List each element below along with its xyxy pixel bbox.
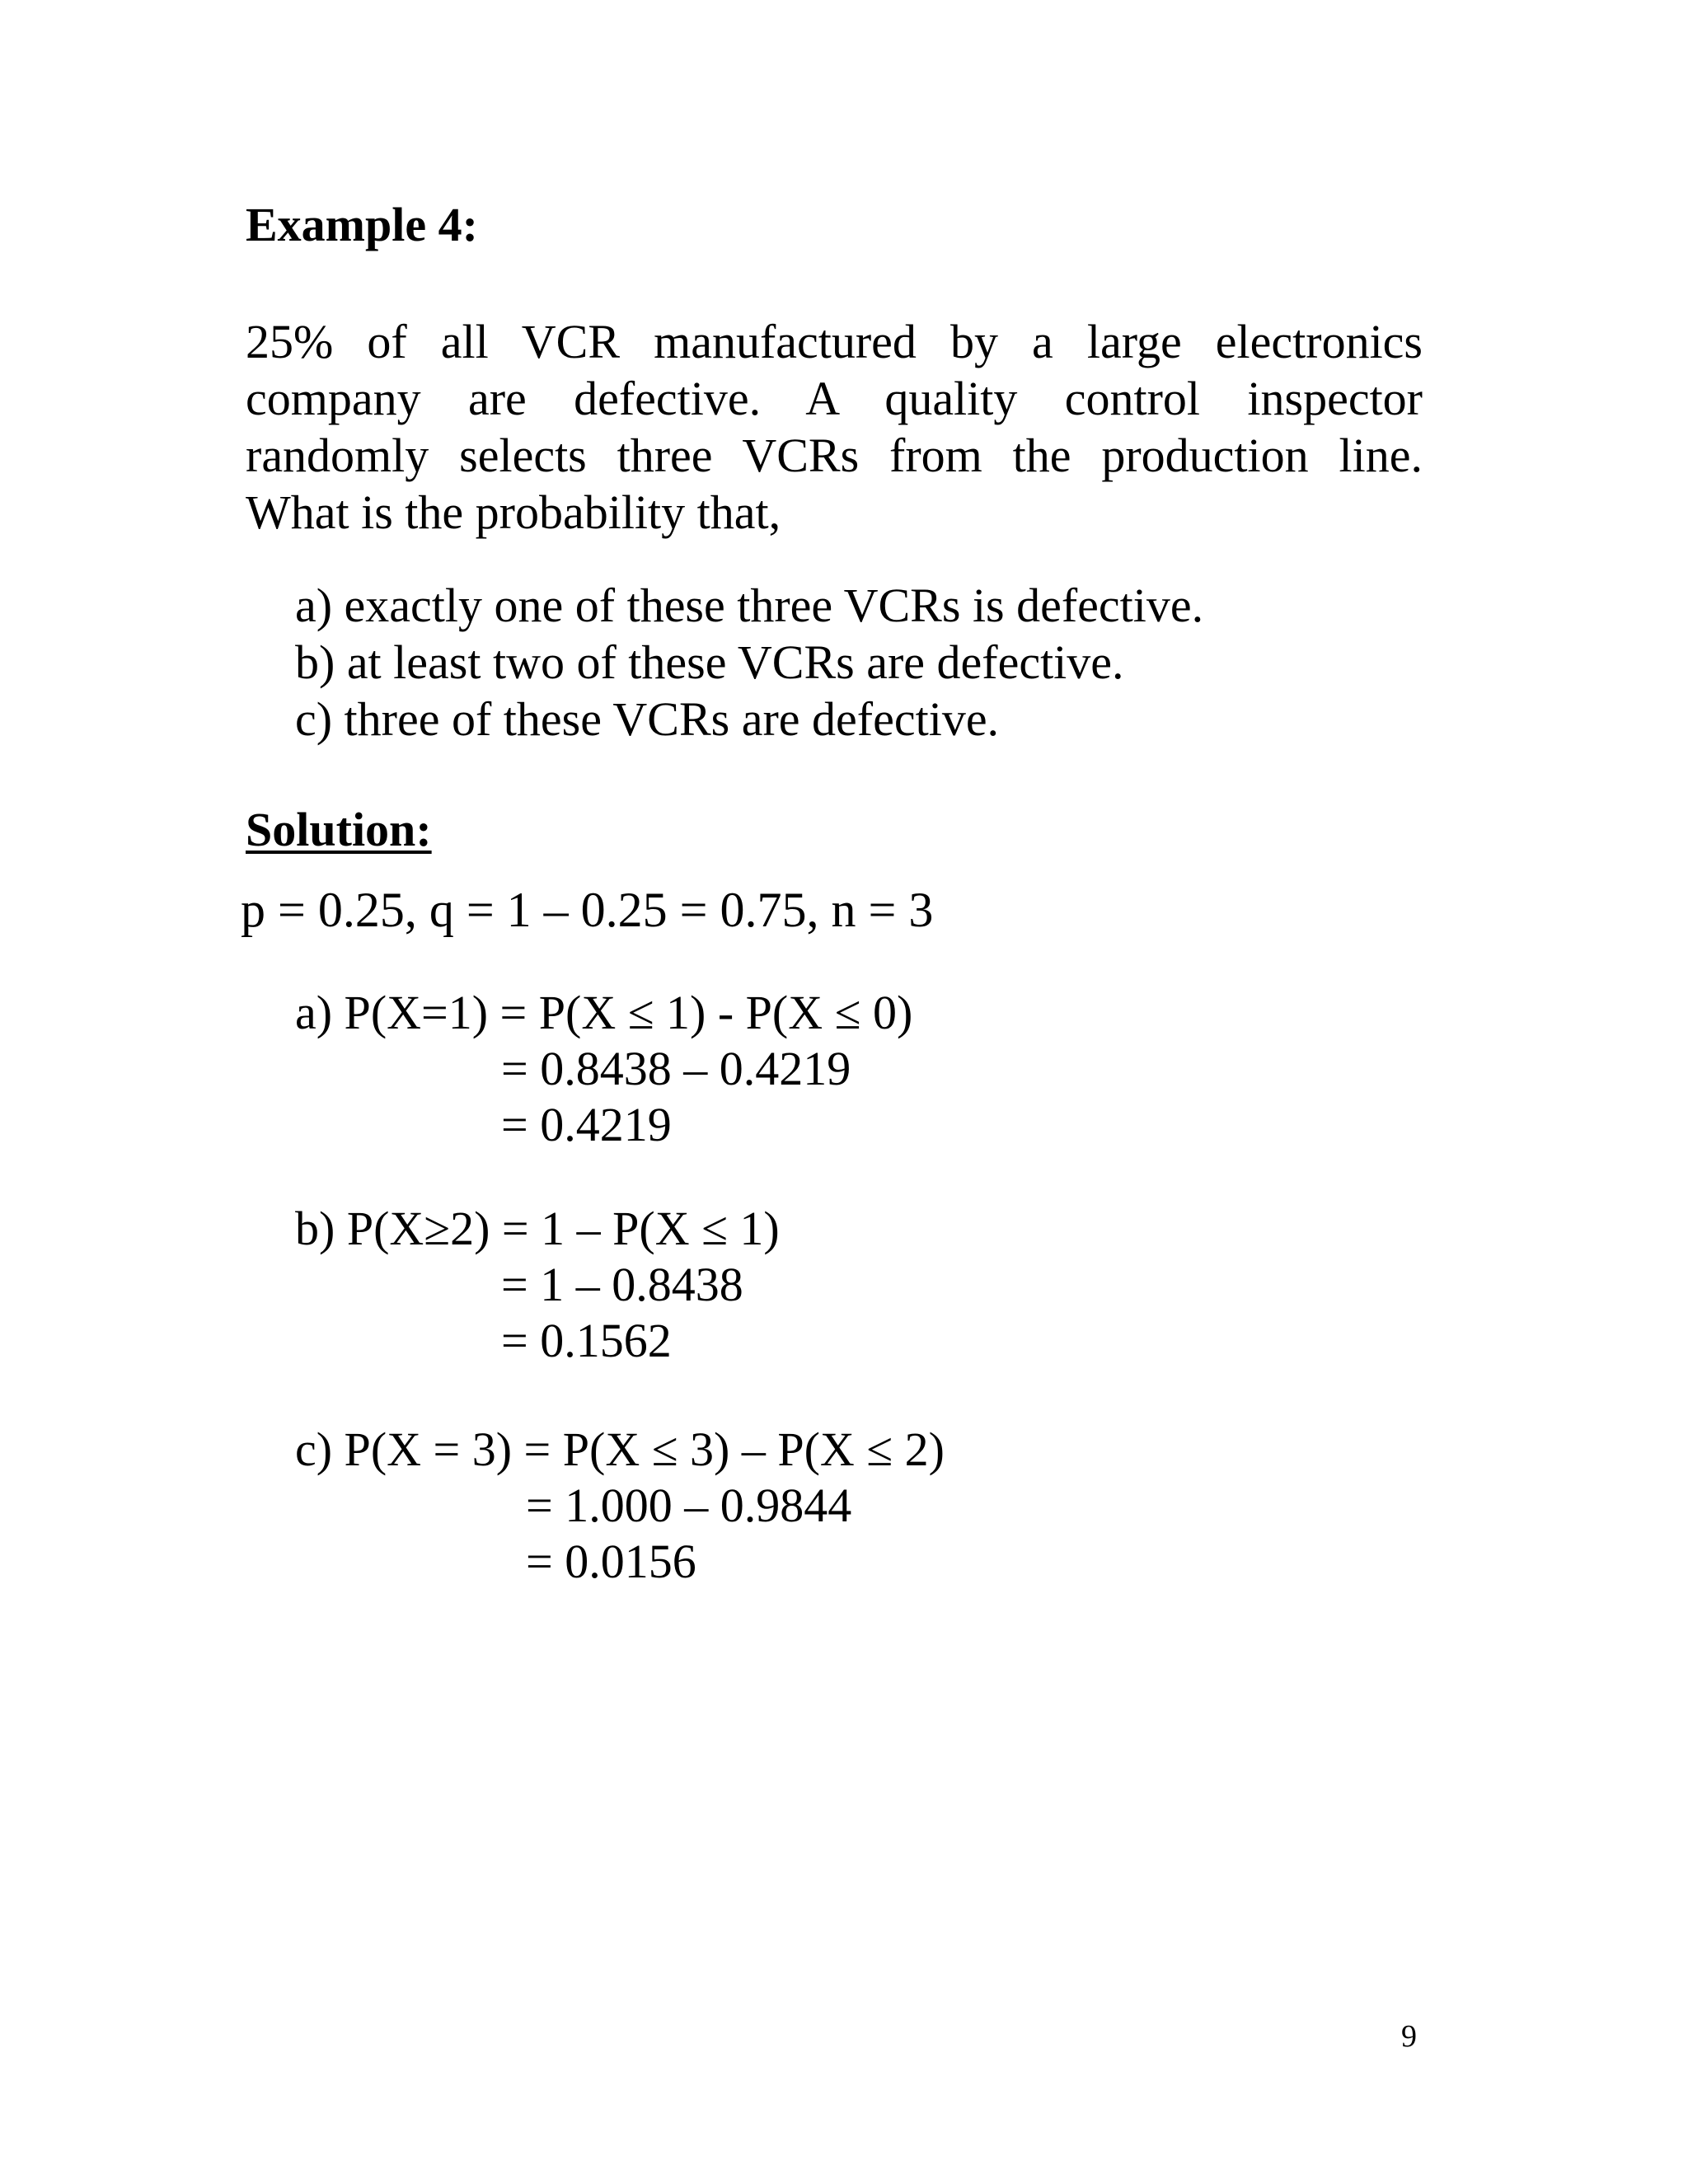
question-a: a) exactly one of these three VCRs is defective. [295, 579, 1204, 632]
problem-line: What is the probability that, [246, 485, 781, 539]
part-c-line-1: c) P(X = 3) = P(X ≤ 3) – P(X ≤ 2) [295, 1422, 945, 1476]
part-b-line-1: b) P(X≥2) = 1 – P(X ≤ 1) [295, 1202, 780, 1255]
problem-line: 25% of all VCR manufactured by a large electronics [246, 315, 1423, 368]
part-b-line-3: = 0.1562 [501, 1314, 672, 1367]
part-a-line-2: = 0.8438 – 0.4219 [501, 1042, 851, 1095]
part-a-line-1: a) P(X=1) = P(X ≤ 1) - P(X ≤ 0) [295, 986, 913, 1039]
part-c-line-3: = 0.0156 [526, 1535, 696, 1588]
part-c-line-2: = 1.000 – 0.9844 [526, 1479, 852, 1532]
problem-statement [246, 313, 1423, 541]
question-c: c) three of these VCRs are defective. [295, 692, 1000, 746]
solution-heading: Solution: [246, 803, 432, 856]
part-b-line-2: = 1 – 0.8438 [501, 1258, 743, 1311]
part-a-line-3: = 0.4219 [501, 1098, 672, 1151]
question-b: b) at least two of these VCRs are defective. [295, 635, 1124, 689]
given-values: p = 0.25, q = 1 – 0.25 = 0.75, n = 3 [241, 883, 934, 937]
problem-line: randomly selects three VCRs from the production line. [246, 429, 1423, 482]
example-title: Example 4: [246, 198, 478, 251]
question-list [295, 577, 1203, 748]
problem-line: company are defective. A quality control inspector [246, 372, 1423, 425]
page-number: 9 [1401, 2019, 1417, 2054]
